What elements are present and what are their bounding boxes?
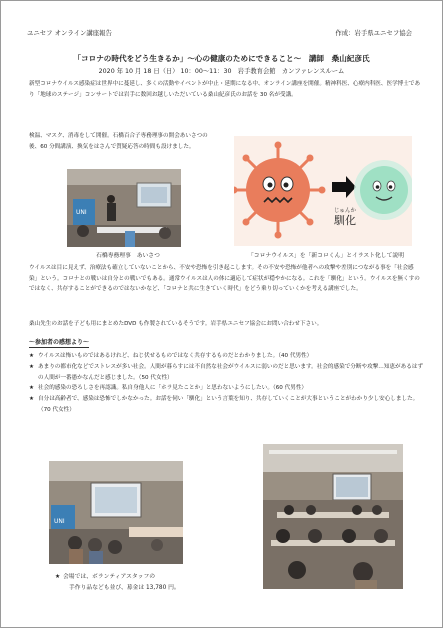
illustration-kanji: 馴化 bbox=[334, 214, 356, 227]
opening-greeting-photo-image bbox=[67, 169, 181, 247]
audience-photo-image bbox=[263, 444, 403, 589]
header-left: ユニセフ オンライン講座報告 bbox=[27, 29, 112, 37]
voice-text: 自分は高齢者で、感染は恐怖でしかなかった。お話を伺い「馴化」という言葉を知り、共存していくことが大事ということがわかり少し安心しました。（70 代女性） bbox=[38, 396, 419, 413]
voice-text: 社会的感染の恐ろしさを再認識。私自身他人に「ホラ見たことか」と思わないようにしたい。（60 代男性） bbox=[38, 385, 308, 392]
venue-caption-line1: 会場では、ボランティアスタッフの bbox=[63, 574, 156, 580]
lecture-summary-paragraph: ウイルスは目に見えず、治療法も確立していないことから、不安や恐怖を引き起こします。その不安や恐怖が他者への攻撃や差別につながる事を「社会感染」という。コロナとの戦いは自分との戦いでもある。通常ウイルスは人の体に適応して症状が穏やかになる。これを「馴化」という。ウイルスを無くすのではなく、共存することができるのではないかなど、「コロナと共に生きていく時代」をどう乗り切っていくかを考える講座でした。 bbox=[29, 265, 420, 293]
voice-text: ウイルスは怖いものではあるけれど、ねじ伏せるものではなく共存するものだとわかりました。（40 代男性） bbox=[38, 353, 313, 359]
participant-voices-heading: ～参加者の感想より～ bbox=[29, 339, 90, 346]
page-title: 「コロナの時代をどう生きるか」～心の健康のためにできること～ 講師 桑山紀彦氏 bbox=[73, 54, 370, 63]
list-item bbox=[29, 362, 424, 384]
venue-photo-image bbox=[49, 461, 183, 564]
star-bullet-icon: ★ bbox=[29, 363, 35, 370]
svg-text:UNI: UNI bbox=[76, 209, 87, 216]
dvd-info-paragraph: 桑山先生のお話を子ども用にまとめたDVD も作製されているそうです。岩手県ユニセフ協会にお問い合わせ下さい。 bbox=[29, 321, 323, 327]
voice-text: あまりの都市化などでストレスが多い社会。人間が暮らすには不自然な社会がウイルスに弱いのだと思います。社会的感染で分断や攻撃…知恵があるはずの人間が一番愚かなんだと感じました。（50 代女性） bbox=[38, 363, 424, 381]
star-bullet-icon: ★ bbox=[55, 574, 61, 580]
opening-greeting-caption: 石橋専務理事 あいさつ bbox=[96, 253, 160, 259]
audience-photo bbox=[263, 444, 403, 589]
svg-text:UNI: UNI bbox=[54, 518, 65, 525]
venue-photo bbox=[49, 461, 183, 564]
opening-paragraph: 検温、マスク、消毒をして開催。石橋百合子専務理事の開会あいさつの後、60 分間講演、換気をはさんで質疑応答の時間も設けました。 bbox=[29, 133, 208, 150]
friendly-virus-character-icon bbox=[354, 160, 412, 220]
list-item bbox=[29, 383, 424, 394]
participant-voices-list bbox=[29, 351, 424, 416]
star-bullet-icon: ★ bbox=[29, 396, 35, 403]
venue-caption bbox=[55, 572, 180, 593]
intro-paragraph: 新型コロナウイルス感染症は世界中に蔓延し、多くの活動やイベントが中止・延期になる中、オンライン講座を開催。精神科医、心療内科医、医学博士であり「地球のステージ」コンサートでは岩手に数回お越しいただいている桑山紀彦氏のお話を 30 名が受講。 bbox=[29, 81, 421, 98]
opening-greeting-photo bbox=[67, 169, 181, 247]
header-right: 作成：岩手県ユニセフ協会 bbox=[335, 29, 412, 37]
list-item bbox=[29, 394, 424, 416]
virus-illustration bbox=[234, 136, 412, 246]
star-bullet-icon: ★ bbox=[29, 353, 35, 359]
star-bullet-icon: ★ bbox=[29, 385, 35, 392]
illustration-ruby: じゅんか bbox=[333, 208, 357, 214]
virus-illustration-image bbox=[234, 136, 412, 246]
event-details: 2020 年 10 月 18 日（日） 10：00～11：30 岩手教育会館 カンファレンスルーム bbox=[98, 68, 345, 75]
venue-caption-line2: 手作り品なども並び、募金は 13,780 円。 bbox=[69, 584, 180, 591]
virus-illustration-caption: 「コロナウイルス」を「新コロくん」とイラスト化して説明 bbox=[248, 253, 404, 259]
list-item bbox=[29, 351, 424, 362]
